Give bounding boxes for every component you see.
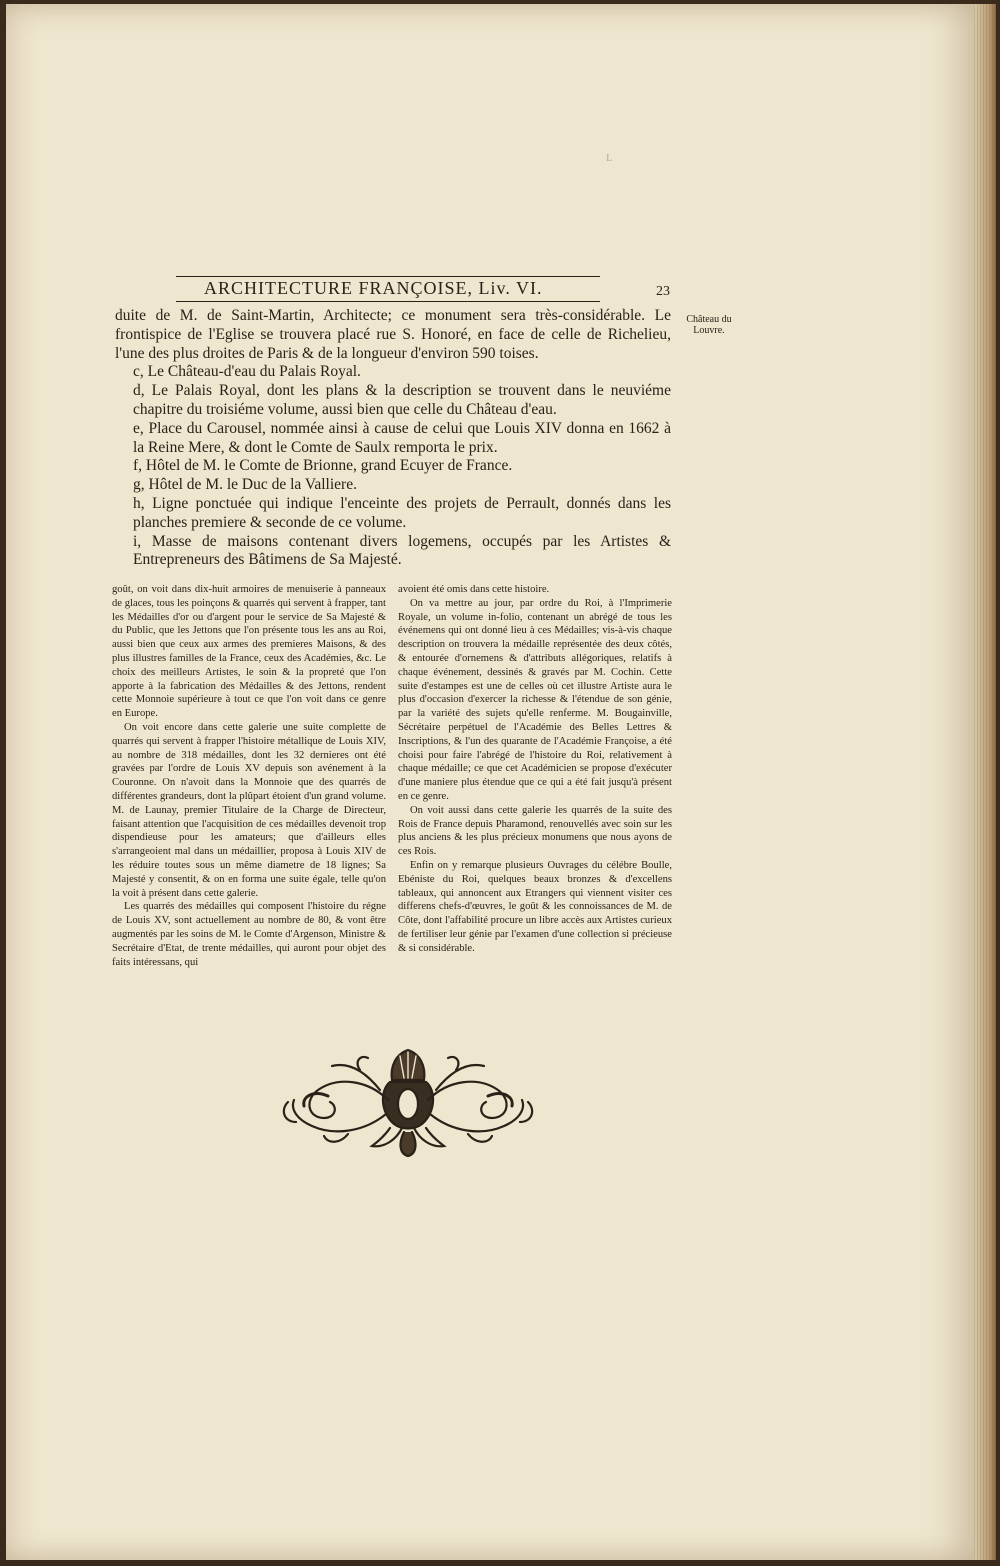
two-column-text bbox=[112, 583, 672, 969]
left-paragraph: On voit encore dans cette galerie une suite complette de quarrés qui servent à frapper l'histoire métallique de Louis XIV, au nombre de 318 médailles, dont les 32 dernieres ont été gravées par l'ordre de Louis XV depuis son avénement à la Couronne. On n'avoit dans la Monnoie que des quarrés de différentes grandeurs, dont la plûpart étoient d'un grand volume. M. de Launay, premier Titulaire de la Charge de Directeur, faisant attention que l'acquisition de ces médailles devenoit trop dispendieuse pour les amateurs; que d'ailleurs elles s'arrangeoient mal dans un médaillier, proposa à Louis XIV de les réduire toutes sous un même diametre de 18 lignes; Sa Majesté y consentit, & on en forma une suite égale, telle qu'on la voit à présent dans cette galerie. bbox=[112, 721, 386, 899]
legend-item-i: i, Masse de maisons contenant divers logemens, occupés par les Artistes & Entrepreneurs des Bâtimens de Sa Majesté. bbox=[133, 532, 671, 569]
header-title: ARCHITECTURE FRANÇOISE, Liv. VI. bbox=[204, 278, 543, 298]
legend-item-h: h, Ligne ponctuée qui indique l'enceinte des projets de Perrault, donnés dans les planches premiere & seconde de ce volume. bbox=[133, 494, 671, 531]
right-paragraph: Enfin on y remarque plusieurs Ouvrages du célébre Boulle, Ebéniste du Roi, quelques beaux bronzes & d'excellens tableaux, qui annoncent aux Etrangers qui viennent visiter ces differens chefs-d'œuvres, le goût & les connoissances de M. de Côte, dont l'affabilité procure un libre accès aux Artistes curieux de fertiliser leur génie par l'examen d'une collection si précieuse & si considérable. bbox=[398, 859, 672, 954]
right-paragraph: On voit aussi dans cette galerie les quarrés de la suite des Rois de France depuis Pharamond, renouvellés avec soin sur les plus anciens & les plus précieux monumens que nous ayons de ces Rois. bbox=[398, 804, 672, 858]
legend-item-g: g, Hôtel de M. le Duc de la Valliere. bbox=[133, 476, 357, 494]
legend-item-d: d, Le Palais Royal, dont les plans & la description se trouvent dans le neuviéme chapitre du troisiéme volume, aussi bien que celle du Château d'eau. bbox=[133, 382, 671, 418]
legend-item-e: e, Place du Carousel, nommée ainsi à cause de celui que Louis XIV donna en 1662 à la Reine Mere, & dont le Comte de Saulx remporta le prix. bbox=[133, 419, 671, 456]
faint-mark: L bbox=[606, 152, 613, 164]
legend-item-f: f, Hôtel de M. le Comte de Brionne, grand Ecuyer de France. bbox=[133, 457, 513, 475]
left-paragraph: Les quarrés des médailles qui composent l'histoire du régne de Louis XV, sont actuellement au nombre de 80, & vont être augmentés par les soins de M. le Comte d'Argenson, Ministre & Secrétaire d'Etat, de trente médailles, qui auront pour objet des faits intéressans, qui bbox=[112, 901, 386, 968]
page-stack-edge bbox=[974, 4, 996, 1560]
right-column bbox=[398, 583, 672, 969]
right-paragraph: avoient été omis dans cette histoire. bbox=[398, 584, 550, 595]
fleuron-ornament-icon bbox=[268, 1040, 548, 1160]
left-column bbox=[112, 583, 386, 969]
running-header bbox=[176, 276, 600, 302]
legend-paragraph: duite de M. de Saint-Martin, Architecte; ce monument sera très-considérable. Le frontispice de l'Eglise se trouvera placé rue S. Honoré, en face de celle de Richelieu, l'une des plus droites de Paris & de la longueur d'environ 590 toises. bbox=[115, 307, 671, 362]
legend-item-c: c, Le Château-d'eau du Palais Royal. bbox=[133, 363, 361, 381]
margin-note: Château du Louvre. bbox=[686, 314, 732, 336]
page-number: 23 bbox=[656, 284, 670, 299]
legend-text-block bbox=[115, 307, 671, 570]
right-paragraph: On va mettre au jour, par ordre du Roi, à l'Imprimerie Royale, un volume in-folio, contenant un abrégé de tous les événemens qui ont donné lieu à ces Médailles; vis-à-vis chaque description on trouvera la médaille représentée des deux côtés, & entourée d'ornemens & d'attributs allégoriques, relatifs à chaque événement, dessinés & gravés par M. Cochin. Cette suite d'estampes est une de celles où cet illustre Artiste aura le plus d'occasion d'exercer la richesse & l'étendue de son génie, par la variété des sujets qu'elle renferme. M. Bougainville, Sécrétaire perpétuel de l'Académie des Belles Lettres & Inscriptions, & l'un des quarante de l'Académie Françoise, a été choisi pour faire l'abrégé de l'histoire du Roi, relativement à chaque médaille; ce que cet Académicien se propose d'exécuter d'une maniere plus étendue que ce qui a été fait jusqu'à présent en ce genre. bbox=[398, 597, 672, 802]
left-paragraph: goût, on voit dans dix-huit armoires de menuiserie à panneaux de glaces, tous les poinçons & quarrés qui servent à frapper, tant les Médailles d'or ou d'argent pour le service de Sa Majesté & du Public, que les Jettons que l'on présente tous les ans au Roi, aussi bien que ceux aux armes des premieres Maisons, & des plus illustres familles de la France, ceux des Académies, &c. Le choix des meilleurs Artistes, le soin & la propreté que l'on apporte à la fabrication des Médailles & des Jettons, rendent cette Monnoie supérieure à tout ce que l'on voit dans ce genre en Europe. bbox=[112, 584, 386, 720]
